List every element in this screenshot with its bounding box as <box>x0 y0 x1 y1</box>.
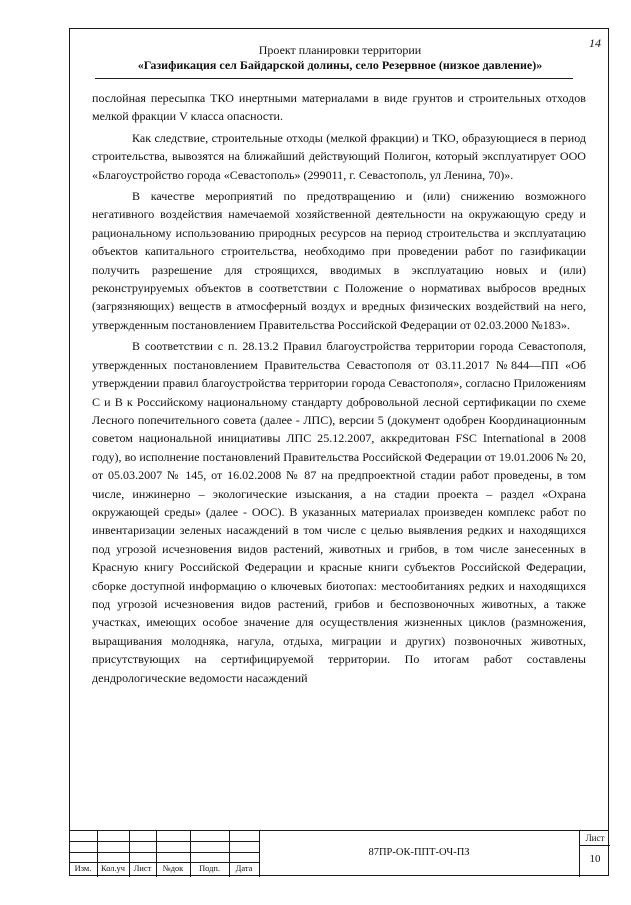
sheet-number: 10 <box>589 853 601 865</box>
paragraph-4: В соответствии с п. 28.13.2 Правил благоустройства территории города Севастополя, утвержденных постановлением Правительства Севастополя от 03.11.2017 №844—ПП «Об утверждении правил благоустройства территории города Севастополя», согласно Приложениям С и В к Российскому национальному стандарту добровольной лесной сертификации по схеме Лесного попечительного совета (далее - ЛПС), версии 5 (документ одобрен Координационным советом национальной инициативы ЛПС 25.12.2007, аккредитован FSC International в 2008 году), во исполнение постановлений Правительства Российской Федерации от 19.01.2006 № 20, от 05.03.2007 № 145, от 16.02.2008 № 87 на предпроектной стадии работ проведены, в том числе, инжинерно – экологические изыскания, а на стадии проекта – раздел «Охрана окружающей среды» (далее - ООС). В указанных материалах произведен комплекс работ по инвентаризации зеленых насаждений в том числе с целью выявления редких и находящихся под угрозой исчезновения видов растений, животных и грибов, в том числе занесенных в Красную книгу Российской Федерации и красные книги субъектов Российской Федерации, сборке доступной информацию о ключевых биотопах: местообитаниях редких и находящихся под угрозой исчезновения видов растений, грибов и беспозвоночных животных, а также участках, имеющих особое значение для осуществления жизненных циклов (размножения, выращивания молодняка, нагула, отдыха, миграции и других) позвоночных животных, присутствующих на сертифицируемой территории. По итогам работ составлены дендрологические ведомости насаждений <box>92 339 586 685</box>
title-block <box>69 830 609 876</box>
label-signature: Подп. <box>199 864 220 873</box>
label-kol-uch: Кол.уч <box>101 864 125 873</box>
paragraph-2: Как следствие, строительные отходы (мелкой фракции) и ТКО, образующиеся в период строительства, вывозятся на ближайший действующий Полигон, который эксплуатирует ООО «Благоустройство города «Севастополь» (299011, г. Севастополь, ул Ленина, 70)». <box>92 130 586 182</box>
sheet-label: Лист <box>585 833 605 843</box>
header-subtitle: «Газификация сел Байдарской долины, село Резервное (низкое давление)» <box>137 58 543 72</box>
label-date: Дата <box>235 864 253 873</box>
label-list: Лист <box>133 864 152 873</box>
revision-table <box>69 831 259 877</box>
label-izm: Изм. <box>74 864 92 873</box>
header-divider <box>95 78 573 79</box>
sheet-box <box>579 831 610 877</box>
top-page-number: 14 <box>589 36 601 50</box>
document-code: 87ПР-ОК-ППТ-ОЧ-ПЗ <box>368 847 470 858</box>
label-doc-number: №док <box>162 864 184 873</box>
paragraph-1: послойная пересыпка ТКО инертными материалами в виде грунтов и строительных отходов мелкой фракции V класса опасности. <box>92 91 586 124</box>
document-body <box>92 89 586 687</box>
header-title: Проект планировки территории <box>258 43 422 57</box>
sheet-box-divider <box>580 845 610 846</box>
paragraph-3: В качестве мероприятий по предотвращению и (или) снижению возможного негативного воздействия намечаемой хозяйственной деятельности на окружающую среду и рациональному использованию природных ресурсов на период строительства и эксплуатацию объектов капитального строительства, необходимо при проведении работ по газификации получить разрешение для строящихся, вводимых в эксплуатацию новых и (или) реконструируемых объектов в соответствии с Положение о нормативах выбросов вредных (загрязняющих) веществ в атмосферный воздух и вредных физических воздействий на него, утвержденным постановлением Правительства Российской Федерации от 02.03.2000 №183». <box>92 189 586 332</box>
